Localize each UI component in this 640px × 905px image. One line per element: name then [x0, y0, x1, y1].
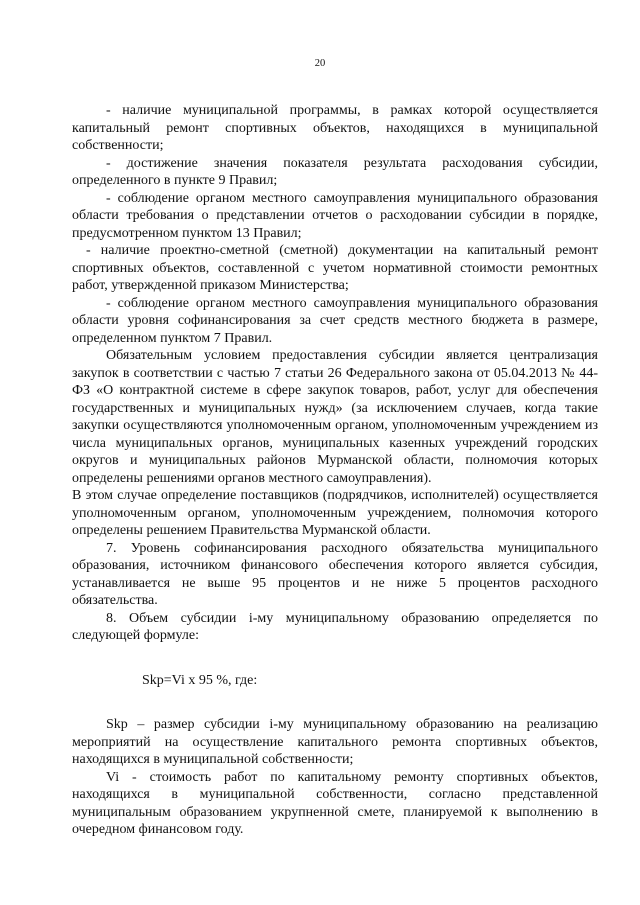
paragraph-condition-cofinancing: - соблюдение органом местного самоуправления муниципального образования области уровня софинансирования за счет средств местного бюджета в размере, определенном пунктом 7 Правил. [72, 295, 598, 346]
formula: Skp=Vi x 95 %, где: [142, 672, 258, 688]
definition-skp: Skp – размер субсидии i-му муниципальному образованию на реализацию мероприятий на осуществление капитального ремонта спортивных объектов, находящихся в муниципальной собственности; [72, 717, 598, 767]
paragraph-item-8: 8. Объем субсидии i-му муниципальному образованию определяется по следующей формуле: [72, 610, 598, 643]
paragraph-condition-indicator: - достижение значения показателя результата расходования субсидии, определенного в пункте 9 Правил; [72, 155, 598, 188]
definition-vi: Vi - стоимость работ по капитальному ремонту спортивных объектов, находящихся в муниципальной собственности, согласно представленной муниципальным образованием укрупненной смете, планируемой к выполнению в очередном финансовом году. [72, 769, 598, 837]
paragraph-condition-program: - наличие муниципальной программы, в рамках которой осуществляется капитальный ремонт спортивных объектов, находящихся в муниципальной собственности; [72, 103, 598, 153]
document-body [72, 102, 598, 839]
paragraph-centralization: Обязательным условием предоставления субсидии является централизация закупок в соответствии с частью 7 статьи 26 Федерального закона от 05.04.2013 № 44-ФЗ «О контрактной системе в сфере закупок товаров, работ, услуг для обеспечения государственных и муниципальных нужд» (за исключением случаев, когда такие закупки осуществляются уполномоченным органом, уполномоченным учреждением из числа муниципальных органов, муниципальных казенных учреждений городских округов и муниципальных районов Мурманской области, полномочия которых определены решениями органов местного самоуправления). [72, 348, 598, 486]
paragraph-item-7: 7. Уровень софинансирования расходного обязательства муниципального образования, источником финансового обеспечения которого является субсидия, устанавливается не выше 95 процентов и не ниже 5 процентов расходного обязательства. [72, 540, 598, 608]
page-number: 20 [314, 58, 326, 69]
paragraph-suppliers: В этом случае определение поставщиков (подрядчиков, исполнителей) осуществляется уполномоченным органом, уполномоченным учреждением, полномочия которого определены решением Правительства Мурманской области. [72, 488, 598, 538]
paragraph-condition-documentation: - наличие проектно-сметной (сметной) документации на капитальный ремонт спортивных объектов, составленной с учетом нормативной стоимости ремонтных работ, утвержденной приказом Министерства; [72, 243, 598, 293]
paragraph-condition-reports: - соблюдение органом местного самоуправления муниципального образования области требования о представлении отчетов о расходовании субсидии в порядке, предусмотренном пунктом 13 Правил; [72, 190, 598, 241]
